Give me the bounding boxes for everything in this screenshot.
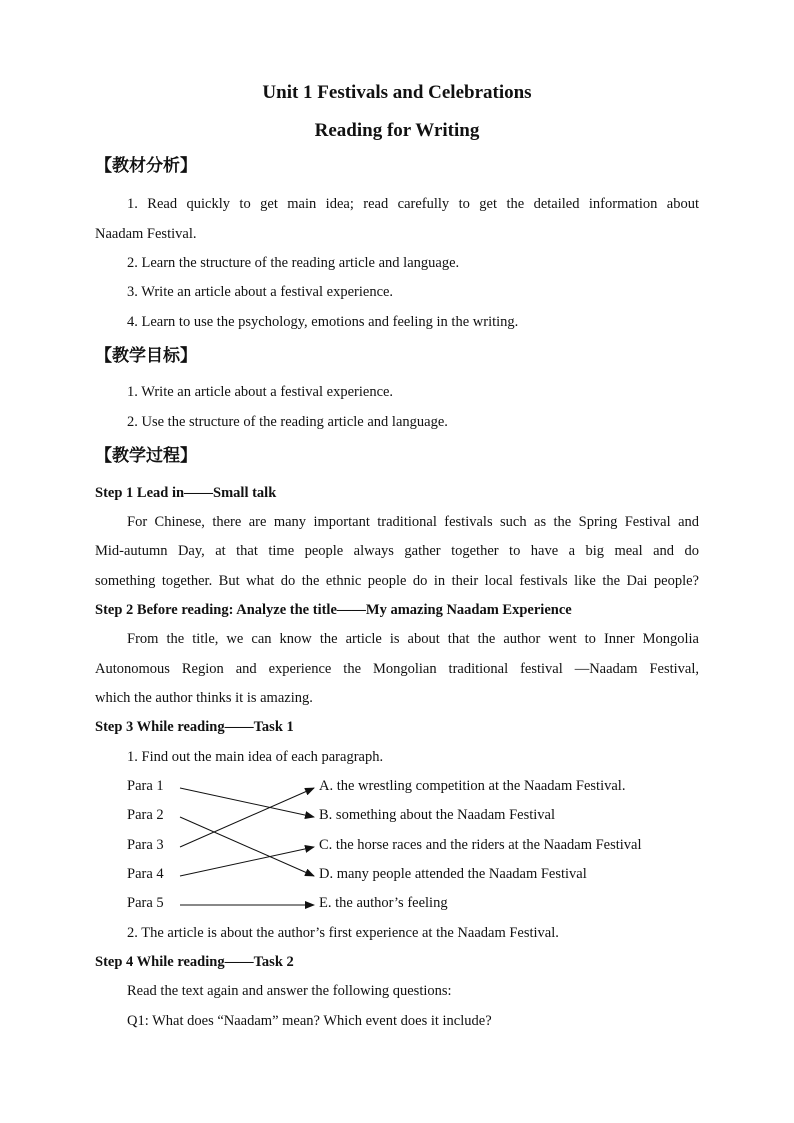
step3-note: 2. The article is about the author’s first experience at the Naadam Festival. [127,925,559,941]
match-arrow [180,817,314,876]
main-idea-option: D. many people attended the Naadam Festival [319,866,587,882]
match-arrow [180,847,314,876]
step2-line1: From the title, we can know the article is about that the author went to Inner Mongolia [127,631,699,647]
main-idea-option: B. something about the Naadam Festival [319,807,555,823]
match-arrow [180,788,314,847]
doc-subtitle: Reading for Writing [314,120,480,141]
para-label: Para 2 [127,807,164,823]
step1-heading: Step 1 Lead in——Small talk [95,485,277,501]
step4-instruction: Read the text again and answer the following questions: [127,983,452,999]
para-label: Para 1 [127,778,164,794]
main-idea-option: C. the horse races and the riders at the Naadam Festival [319,837,642,853]
analysis-item1-line2: Naadam Festival. [95,226,197,242]
analysis-item2: 2. Learn the structure of the reading article and language. [127,255,460,271]
step2-line3: which the author thinks it is amazing. [95,690,313,706]
para-label: Para 5 [127,895,164,911]
analysis-item1-line1: 1. Read quickly to get main idea; read carefully to get the detailed information about [127,196,699,212]
step4-heading: Step 4 While reading——Task 2 [95,954,294,970]
analysis-item3: 3. Write an article about a festival experience. [127,284,394,300]
main-idea-option: E. the author’s feeling [319,895,448,911]
step2-heading: Step 2 Before reading: Analyze the title——My amazing Naadam Experience [95,602,572,618]
doc-title: Unit 1 Festivals and Celebrations [262,82,532,103]
section-process: 【教学过程】 [95,446,197,466]
match-arrow [180,788,314,817]
goals-item2: 2. Use the structure of the reading article and language. [127,414,448,430]
step3-heading: Step 3 While reading——Task 1 [95,719,294,735]
step4-question-1: Q1: What does “Naadam” mean? Which event does it include? [127,1013,492,1029]
step1-line2: Mid-autumn Day, at that time people always gather together to have a big meal and do [95,543,699,559]
goals-item1: 1. Write an article about a festival experience. [127,384,394,400]
step1-line1: For Chinese, there are many important traditional festivals such as the Spring Festival and [127,514,699,530]
section-goals: 【教学目标】 [95,346,197,366]
step1-line3: something together. But what do the ethnic people do in their local festivals like the Dai people? [95,573,699,589]
step2-line2: Autonomous Region and experience the Mongolian traditional festival —Naadam Festival, [95,661,699,677]
para-label: Para 3 [127,837,164,853]
step3-instruction: 1. Find out the main idea of each paragraph. [127,749,384,765]
section-analysis: 【教材分析】 [95,156,197,176]
analysis-item4: 4. Learn to use the psychology, emotions and feeling in the writing. [127,314,519,330]
para-label: Para 4 [127,866,164,882]
main-idea-option: A. the wrestling competition at the Naadam Festival. [319,778,626,794]
